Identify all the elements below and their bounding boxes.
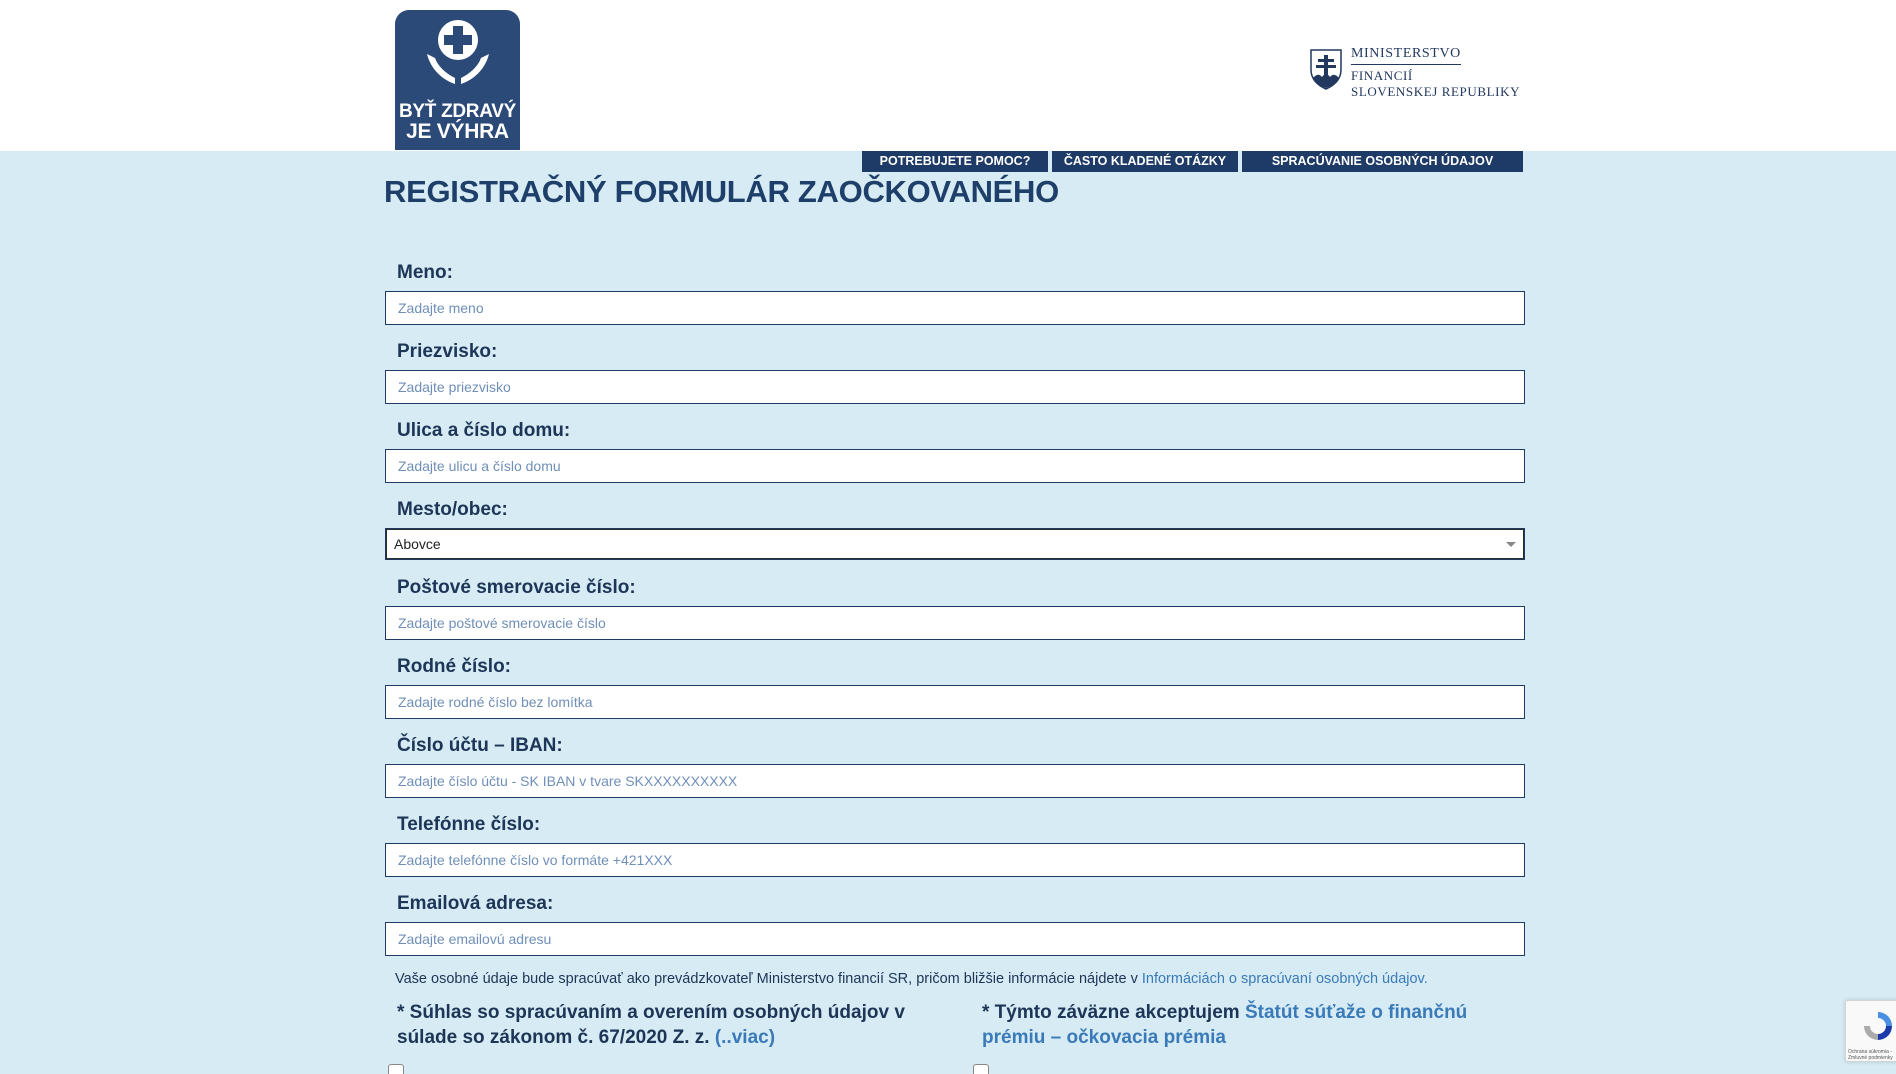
recaptcha-text: Ochrana súkromia - Zmluvné podmienky — [1848, 1049, 1893, 1061]
name-input[interactable] — [385, 291, 1525, 325]
email-input[interactable] — [385, 922, 1525, 956]
phone-label: Telefónne číslo: — [397, 814, 541, 835]
byt-zdravy-logo[interactable] — [395, 10, 520, 150]
recaptcha-badge[interactable] — [1845, 1000, 1896, 1062]
street-label: Ulica a číslo domu: — [397, 420, 571, 441]
logo-text-line1: BYŤ ZDRAVÝ — [399, 101, 516, 122]
hands-cross-icon — [413, 18, 503, 90]
chevron-down-icon — [1506, 542, 1516, 547]
iban-label: Číslo účtu – IBAN: — [397, 735, 563, 756]
name-label: Meno: — [397, 262, 453, 283]
consent-gdpr-checkbox[interactable] — [388, 1064, 404, 1074]
privacy-info-text — [395, 971, 1428, 987]
birth-number-input[interactable] — [385, 685, 1525, 719]
nav-privacy-button[interactable]: SPRACÚVANIE OSOBNÝCH ÚDAJOV — [1242, 151, 1523, 172]
consent-gdpr-more-link[interactable]: (..viac) — [714, 1027, 776, 1048]
consent-statute — [982, 1000, 1522, 1050]
consent-statute-text: * Týmto záväzne akceptujem — [982, 1002, 1240, 1023]
city-select-value: Abovce — [394, 536, 441, 552]
surname-input[interactable] — [385, 370, 1525, 404]
nav-help-button[interactable]: POTREBUJETE POMOC? — [862, 151, 1048, 172]
consent-gdpr-text: * Súhlas so spracúvaním a overením osobných údajov v súlade so zákonom č. 67/2020 Z. z. — [397, 1002, 905, 1048]
email-label: Emailová adresa: — [397, 893, 554, 914]
nav-faq-button[interactable]: ČASTO KLADENÉ OTÁZKY — [1052, 151, 1238, 172]
slovak-coat-of-arms-icon — [1309, 48, 1343, 90]
phone-input[interactable] — [385, 843, 1525, 877]
iban-input[interactable] — [385, 764, 1525, 798]
logo-text-line2: JE VÝHRA — [406, 120, 509, 143]
consent-statute-checkbox[interactable] — [973, 1064, 989, 1074]
site-header — [0, 0, 1896, 151]
zip-label: Poštové smerovacie číslo: — [397, 577, 636, 598]
street-input[interactable] — [385, 449, 1525, 483]
ministry-name-line1: MINISTERSTVO — [1351, 46, 1461, 65]
consent-statute-link[interactable]: Štatút súťaže o finančnú prémiu – očkovacia prémia — [982, 1002, 1468, 1048]
privacy-info-body: Vaše osobné údaje bude spracúvať ako prevádzkovateľ Ministerstvo financií SR, pričom bližšie informácie nájdete v — [395, 971, 1142, 987]
ministry-logo[interactable] — [1309, 46, 1529, 99]
ministry-name-line2b: SLOVENSKEJ REPUBLIKY — [1351, 84, 1521, 99]
ministry-name-line2a: FINANCIÍ — [1351, 68, 1413, 83]
consent-gdpr — [397, 1000, 937, 1050]
ministry-name-line2 — [1351, 68, 1520, 100]
city-select[interactable] — [385, 528, 1525, 560]
zip-input[interactable] — [385, 606, 1525, 640]
city-label: Mesto/obec: — [397, 499, 508, 520]
recaptcha-icon — [1861, 1009, 1895, 1043]
birth-number-label: Rodné číslo: — [397, 656, 512, 677]
page-title: REGISTRAČNÝ FORMULÁR ZAOČKOVANÉHO — [384, 174, 1059, 209]
privacy-info-link[interactable]: Informáciách o spracúvaní osobných údajov. — [1141, 971, 1428, 987]
surname-label: Priezvisko: — [397, 341, 498, 362]
